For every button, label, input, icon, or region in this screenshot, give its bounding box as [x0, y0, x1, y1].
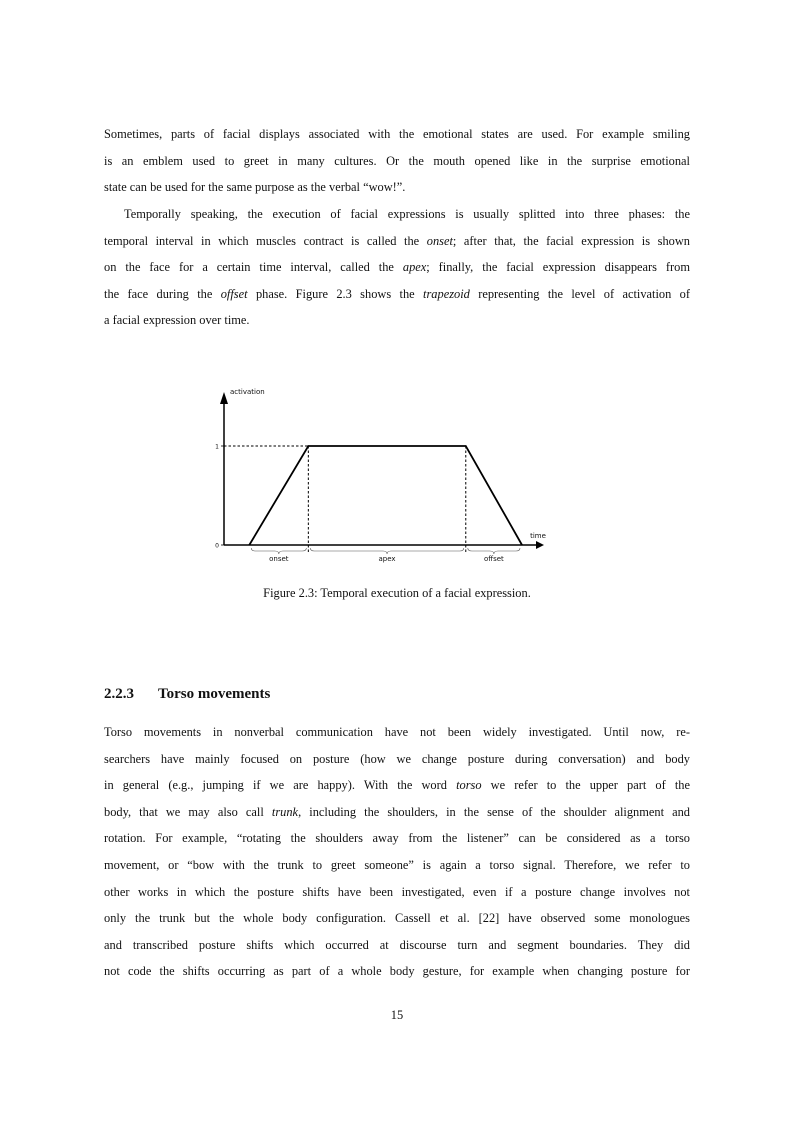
text-line: Temporally speaking, the execution of facial expressions is usually splitted into three phases: the: [124, 207, 690, 221]
text-line: temporal interval in which muscles contract is called the onset; after that, the facial expression is shown: [104, 233, 691, 248]
trapezoid-chart: [200, 378, 570, 578]
text-line: Torso movements in nonverbal communication have not been widely investigated. Until now, re-: [104, 725, 690, 739]
text-line: Sometimes, parts of facial displays associated with the emotional states are used. For example smiling: [104, 127, 690, 141]
term-trapezoid: trapezoid: [423, 286, 470, 301]
paragraph-torso: [104, 719, 690, 985]
page-number: 15: [390, 1008, 404, 1022]
text-line: is an emblem used to greet in many cultures. Or the mouth opened like in the surprise emotional: [104, 153, 690, 168]
term-torso: torso: [456, 778, 482, 793]
text-line: on the face for a certain time interval, called the apex; finally, the facial expression disappears from: [104, 260, 690, 275]
paragraph-temporal: [104, 201, 690, 334]
y-axis-label: activation: [230, 388, 265, 396]
phase-label-offset: offset: [483, 555, 504, 563]
term-apex: apex: [402, 260, 427, 275]
text-line: rotation. For example, “rotating the shoulders away from the listener” can be considered as a torso: [104, 831, 690, 846]
section-number: 2.2.3: [104, 686, 134, 702]
figure-caption: Figure 2.3: Temporal execution of a facial expression.: [263, 586, 531, 600]
term-offset: offset: [220, 286, 248, 301]
section-heading: [104, 686, 270, 703]
y-tick-label: 1: [215, 443, 219, 451]
text-line: only the trunk but the whole body configuration. Cassell et al. [22] have observed some monologues: [104, 911, 690, 926]
x-axis-label: time: [530, 532, 546, 540]
term-onset: onset: [426, 233, 453, 248]
text-line: and transcribed posture shifts which occurred at discourse turn and segment boundaries. They did: [104, 937, 690, 952]
text-line: state can be used for the same purpose as the verbal “wow!”.: [104, 180, 406, 195]
text-line: body, that we may also call trunk, including the shoulders, in the sense of the shoulder alignment and: [104, 804, 691, 819]
text-line: the face during the offset phase. Figure 2.3 shows the trapezoid representing the level of activation of: [104, 286, 691, 301]
phase-label-onset: onset: [269, 555, 289, 563]
y-axis-arrow-icon: [220, 392, 228, 404]
text-line: searchers have mainly focused on posture (how we change posture during conversation) and body: [104, 751, 690, 766]
figure-trapezoid: [200, 378, 570, 578]
phase-label-apex: apex: [378, 555, 396, 563]
text-line: other works in which the posture shifts have been investigated, even if a posture change involves not: [104, 884, 690, 899]
phase-brace-onset: [251, 548, 306, 554]
paragraph-intro: [104, 121, 690, 201]
text-line: not code the shifts occurring as part of a whole body gesture, for example when changing posture for: [104, 964, 690, 979]
x-axis-arrow-icon: [536, 541, 544, 549]
text-line: a facial expression over time.: [104, 313, 250, 328]
text-line: in general (e.g., jumping if we are happy). With the word torso we refer to the upper part of the: [104, 778, 690, 793]
y-tick-label: 0: [215, 542, 219, 550]
phase-brace-apex: [310, 548, 463, 554]
section-title: Torso movements: [158, 686, 271, 702]
phase-brace-offset: [468, 548, 520, 554]
series-line-activation: [249, 446, 522, 545]
text-line: movement, or “bow with the trunk to greet someone” is again a torso signal. Therefore, we refer to: [104, 857, 690, 872]
term-trunk: trunk: [271, 804, 299, 819]
